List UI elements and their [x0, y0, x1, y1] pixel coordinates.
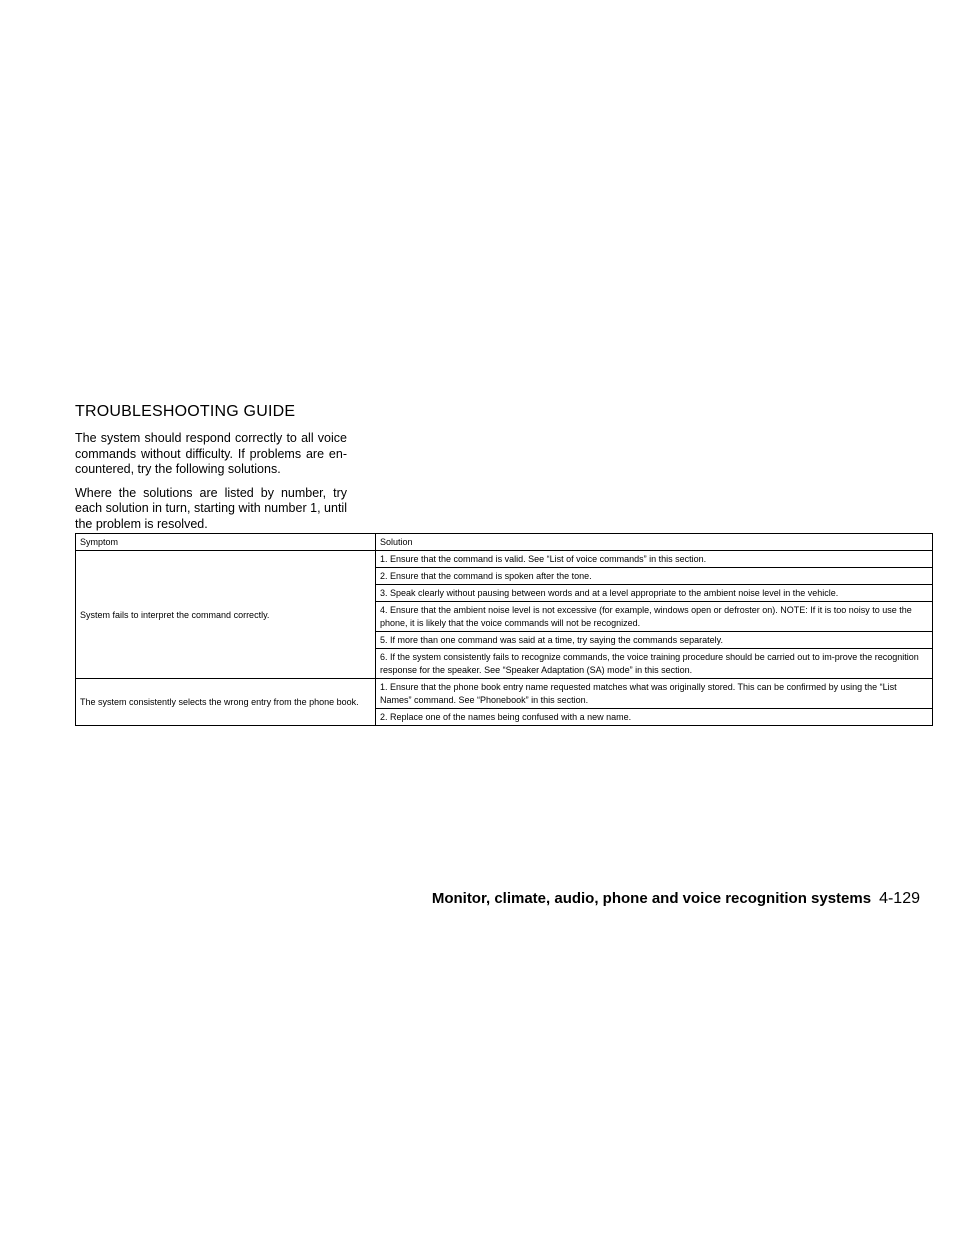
table-row	[76, 551, 933, 568]
page-footer	[432, 889, 920, 909]
section-heading: TROUBLESHOOTING GUIDE	[75, 403, 296, 420]
page-number: 4-129	[879, 890, 920, 907]
intro-paragraph: Where the solutions are listed by number, try each solution in turn, starting with number 1, until the problem is resolved.	[75, 485, 347, 531]
solution-cell: 5. If more than one command was said at a time, try saying the commands separately.	[376, 632, 933, 649]
solution-cell: 3. Speak clearly without pausing between words and at a level appropriate to the ambient noise level in the vehicle.	[376, 585, 933, 602]
intro-text	[75, 431, 347, 540]
solution-cell: 1. Ensure that the phone book entry name requested matches what was originally stored. This can be confirmed by using the “List Names” command. See “Phonebook” in this section.	[376, 679, 933, 709]
symptom-cell: System fails to interpret the command correctly.	[76, 551, 376, 679]
solution-cell: 4. Ensure that the ambient noise level is not excessive (for example, windows open or defroster on). NOTE: If it is too noisy to use the phone, it is likely that the voice commands will not be recognized.	[376, 602, 933, 632]
solution-cell: 6. If the system consistently fails to recognize commands, the voice training procedure should be carried out to im-prove the recognition response for the speaker. See “Speaker Adaptation (SA) mode” in this section.	[376, 649, 933, 679]
troubleshooting-table	[75, 533, 933, 726]
solution-cell: 2. Ensure that the command is spoken after the tone.	[376, 568, 933, 585]
solution-column-header: Solution	[376, 534, 933, 551]
table-header-row	[76, 534, 933, 551]
intro-paragraph: The system should respond correctly to all voice commands without difficulty. If problems are en-countered, try the following solutions.	[75, 431, 347, 476]
solution-cell: 2. Replace one of the names being confused with a new name.	[376, 709, 933, 726]
footer-section-title: Monitor, climate, audio, phone and voice recognition systems	[431, 890, 872, 907]
symptom-cell: The system consistently selects the wrong entry from the phone book.	[76, 679, 376, 726]
table-row	[76, 679, 933, 709]
symptom-column-header: Symptom	[76, 534, 376, 551]
solution-cell: 1. Ensure that the command is valid. See “List of voice commands” in this section.	[376, 551, 933, 568]
